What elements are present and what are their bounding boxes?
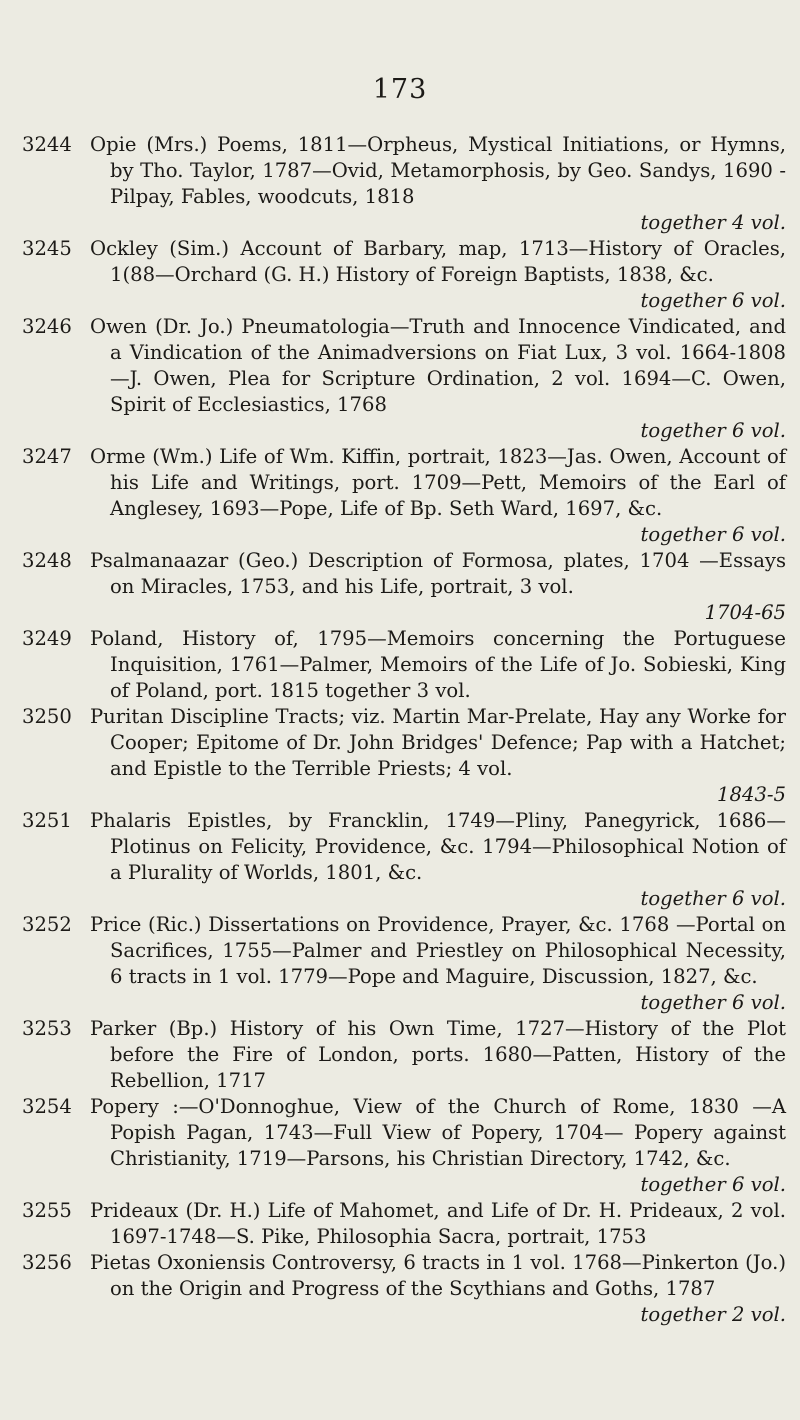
catalogue-entry [22,1250,786,1328]
catalogue-entry [22,444,786,548]
entry-volume-note: together 6 vol. [640,289,786,312]
entry-volume-note: together 4 vol. [640,211,786,234]
catalogue-entry [22,132,786,236]
entry-list [22,132,786,1328]
entry-text: Owen (Dr. Jo.) Pneumatologia—Truth and Innocence Vindicated, and a Vindication of the Animadversions on Fiat Lux, 3 vol. 1664-1808—J. Owen, Plea for Scripture Ordination, 2 vol. 1694—C. Owen, Spirit of Ecclesiastics, 1768 [90,315,786,416]
entry-text: Popery :—O'Donnoghue, View of the Church of Rome, 1830 —A Popish Pagan, 1743—Full View of Popery, 1704— Popery against Christianity, 1719—Parsons, his Christian Directory, 1742, &c. [90,1095,786,1170]
catalogue-entry [22,548,786,626]
catalogue-entry [22,626,786,704]
entry-text: Price (Ric.) Dissertations on Providence, Prayer, &c. 1768 —Portal on Sacrifices, 1755—Palmer and Priestley on Philosophical Necessity, 6 tracts in 1 vol. 1779—Pope and Maguire, Discussion, 1827, &c. [90,913,786,988]
lot-number: 3247 [22,445,72,468]
entry-text: Ockley (Sim.) Account of Barbary, map, 1713—History of Oracles, 1(88—Orchard (G. H.) History of Foreign Baptists, 1838, &c. [90,237,786,286]
lot-number: 3248 [22,549,72,572]
entry-description [90,704,786,808]
entry-volume-note: 1843-5 [717,783,786,806]
entry-volume-note: together 2 vol. [640,1303,786,1326]
catalogue-entry [22,1016,786,1094]
lot-number: 3255 [22,1199,72,1222]
lot-number: 3250 [22,705,72,728]
entry-description [90,808,786,912]
catalogue-entry [22,1198,786,1250]
entry-text: Prideaux (Dr. H.) Life of Mahomet, and Life of Dr. H. Prideaux, 2 vol. 1697-1748—S. Pike, Philosophia Sacra, portrait, 1753 [90,1199,786,1248]
entry-volume-note: together 6 vol. [640,887,786,910]
catalogue-entry [22,236,786,314]
entry-volume-note: together 6 vol. [640,419,786,442]
lot-number: 3252 [22,913,72,936]
entry-description [90,444,786,548]
lot-number: 3246 [22,315,72,338]
lot-number: 3254 [22,1095,72,1118]
entry-text: Pietas Oxoniensis Controversy, 6 tracts in 1 vol. 1768—Pinkerton (Jo.) on the Origin and Progress of the Scythians and Goths, 1787 [90,1251,786,1300]
entry-description [90,548,786,626]
entry-description [90,912,786,1016]
entry-volume-note: 1704-65 [704,601,786,624]
lot-number: 3251 [22,809,72,832]
entry-volume-note: together 6 vol. [640,991,786,1014]
catalogue-entry [22,704,786,808]
lot-number: 3245 [22,237,72,260]
lot-number: 3244 [22,133,72,156]
entry-description [90,1198,786,1250]
lot-number: 3256 [22,1251,72,1274]
entry-description [90,236,786,314]
entry-description [90,132,786,236]
entry-text: Phalaris Epistles, by Francklin, 1749—Pliny, Panegyrick, 1686—Plotinus on Felicity, Providence, &c. 1794—Philosophical Notion of a Plurality of Worlds, 1801, &c. [90,809,786,884]
entry-description [90,1094,786,1198]
entry-text: Puritan Discipline Tracts; viz. Martin Mar-Prelate, Hay any Worke for Cooper; Epitome of Dr. John Bridges' Defence; Pap with a Hatchet; and Epistle to the Terrible Priests; 4 vol. [90,705,786,780]
lot-number: 3249 [22,627,72,650]
catalogue-entry [22,912,786,1016]
entry-text: Parker (Bp.) History of his Own Time, 1727—History of the Plot before the Fire of London, ports. 1680—Patten, History of the Rebellion, 1717 [90,1017,786,1092]
entry-description [90,1250,786,1328]
entry-text: Orme (Wm.) Life of Wm. Kiffin, portrait, 1823—Jas. Owen, Account of his Life and Writings, port. 1709—Pett, Memoirs of the Earl of Anglesey, 1693—Pope, Life of Bp. Seth Ward, 1697, &c. [90,445,786,520]
entry-description [90,626,786,704]
entry-description [90,314,786,444]
catalogue-entry [22,808,786,912]
catalogue-entry [22,1094,786,1198]
entry-volume-note: together 6 vol. [640,1173,786,1196]
entry-text: Psalmanaazar (Geo.) Description of Formosa, plates, 1704 —Essays on Miracles, 1753, and his Life, portrait, 3 vol. [90,549,786,598]
page-number: 173 [372,74,428,105]
entry-description [90,1016,786,1094]
catalogue-entry [22,314,786,444]
entry-text: Poland, History of, 1795—Memoirs concerning the Portuguese Inquisition, 1761—Palmer, Memoirs of the Life of Jo. Sobieski, King of Poland, port. 1815 together 3 vol. [90,627,786,702]
entry-text: Opie (Mrs.) Poems, 1811—Orpheus, Mystical Initiations, or Hymns, by Tho. Taylor, 1787—Ovid, Metamorphosis, by Geo. Sandys, 1690 - Pilpay, Fables, woodcuts, 1818 [90,133,786,208]
entry-volume-note: together 6 vol. [640,523,786,546]
lot-number: 3253 [22,1017,72,1040]
